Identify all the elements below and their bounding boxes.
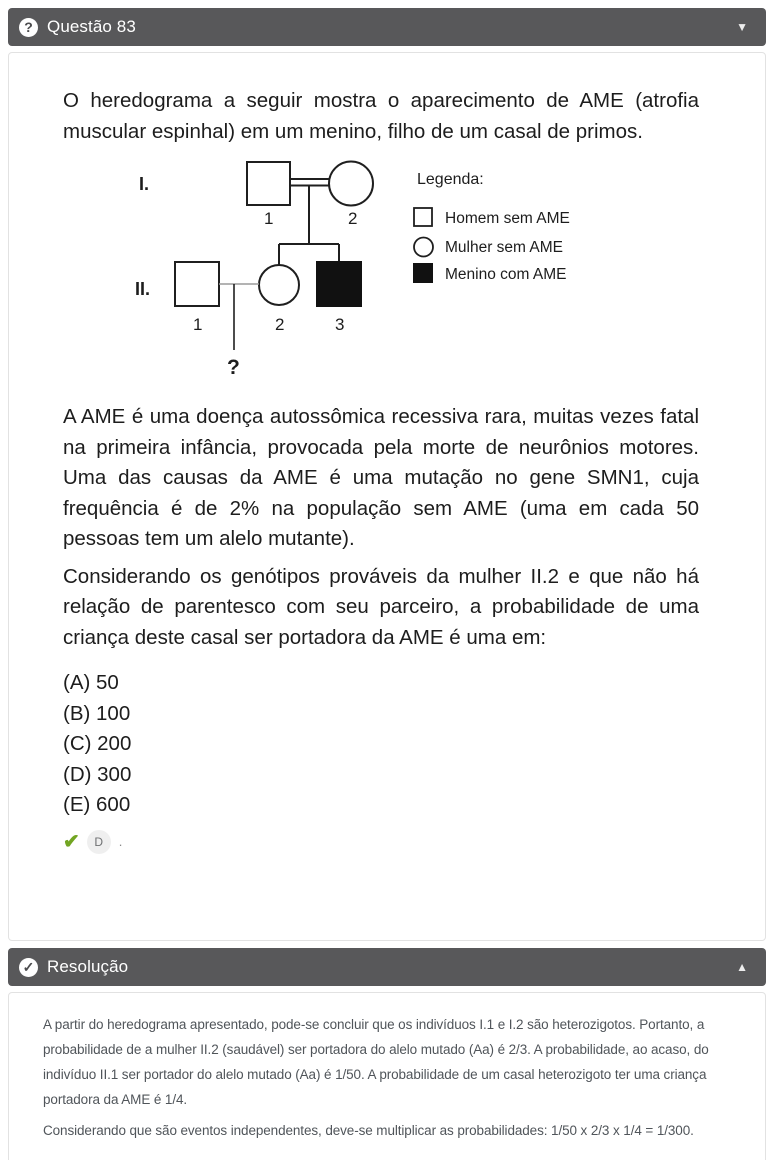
resolution-paragraph-2: Considerando que são eventos independentes, deve-se multiplicar as probabilidades: 1/50 x 2/3 x 1/4 = 1/300. xyxy=(43,1123,694,1138)
individual-I2-circle xyxy=(329,162,373,206)
individual-I1-number: 1 xyxy=(264,209,274,228)
option-d: (D) 300 xyxy=(63,762,132,786)
legend-item-label: Menino com AME xyxy=(445,266,567,283)
generation-1-label: I. xyxy=(139,174,150,194)
option-e: (E) 600 xyxy=(63,793,131,817)
legend-item-label: Mulher sem AME xyxy=(445,239,564,256)
individual-II1-square xyxy=(175,262,219,306)
resolution-body xyxy=(8,992,766,1160)
legend-empty-circle-icon xyxy=(414,238,433,257)
pedigree-diagram xyxy=(101,154,603,382)
resolution-panel xyxy=(8,948,766,1160)
answer-options-list xyxy=(63,668,699,821)
correct-check-icon: ✔ xyxy=(63,830,80,853)
individual-I2-number: 2 xyxy=(348,209,358,228)
question-context-paragraph: A AME é uma doença autossômica recessiva rara, muitas vezes fatal na primeira infância, provocada pela morte de neurônios motores. Uma das causas da AME é uma mutação no gene SMN1, cuja frequência é de 2% na população sem AME (uma em cada 50 pessoas tem um alelo mutante). xyxy=(63,405,699,550)
legend-item-label: Homem sem AME xyxy=(445,210,570,227)
question-body xyxy=(8,52,766,941)
question-panel-header[interactable] xyxy=(8,8,766,46)
legend-filled-square-icon xyxy=(414,264,432,282)
question-prompt-paragraph: Considerando os genótipos prováveis da mulher II.2 e que não há relação de parentesco com seu parceiro, a probabilidade de uma criança deste casal ser portadora da AME é uma em: xyxy=(63,564,699,649)
individual-II2-number: 2 xyxy=(275,315,285,334)
individual-II2-circle xyxy=(259,265,299,305)
question-panel xyxy=(8,8,766,941)
unknown-child-question-mark: ? xyxy=(227,356,240,379)
option-b: (B) 100 xyxy=(63,701,131,725)
individual-II1-number: 1 xyxy=(193,315,203,334)
chevron-up-icon[interactable]: ▲ xyxy=(736,960,748,974)
individual-I1-square xyxy=(247,162,290,205)
chevron-down-icon[interactable]: ▼ xyxy=(736,20,748,34)
answer-suffix: . xyxy=(118,834,123,850)
option-c: (C) 200 xyxy=(63,732,132,756)
option-a: (A) 50 xyxy=(63,671,119,694)
individual-II3-number: 3 xyxy=(335,315,345,334)
resolution-paragraph-1: A partir do heredograma apresentado, pode-se concluir que os indivíduos I.1 e I.2 são heterozigotos. Portanto, a probabilidade de a mulher II.2 (saudável) ser portadora do alelo mutado (Aa) é 2/3. A probabilidade, ao acaso, do indivíduo II.1 ser portador do alelo mutado (Aa) é 1/50. A probabilidade de um casal heterozigoto ter uma criança portadora da AME é 1/4. xyxy=(43,1017,709,1107)
correct-answer-badge: D xyxy=(87,830,111,854)
resolution-title: Resolução xyxy=(47,957,129,976)
legend-empty-square-icon xyxy=(414,208,432,226)
question-circle-icon: ? xyxy=(19,18,38,37)
legend-title: Legenda: xyxy=(417,171,484,188)
question-title: Questão 83 xyxy=(47,17,136,36)
question-intro-paragraph: O heredograma a seguir mostra o aparecimento de AME (atrofia muscular espinhal) em um menino, filho de um casal de primos. xyxy=(63,89,699,143)
individual-II3-filled-square xyxy=(317,262,361,306)
resolution-panel-header[interactable] xyxy=(8,948,766,986)
generation-2-label: II. xyxy=(135,279,151,299)
correct-answer-row xyxy=(63,830,699,854)
check-circle-icon: ✓ xyxy=(19,958,38,977)
